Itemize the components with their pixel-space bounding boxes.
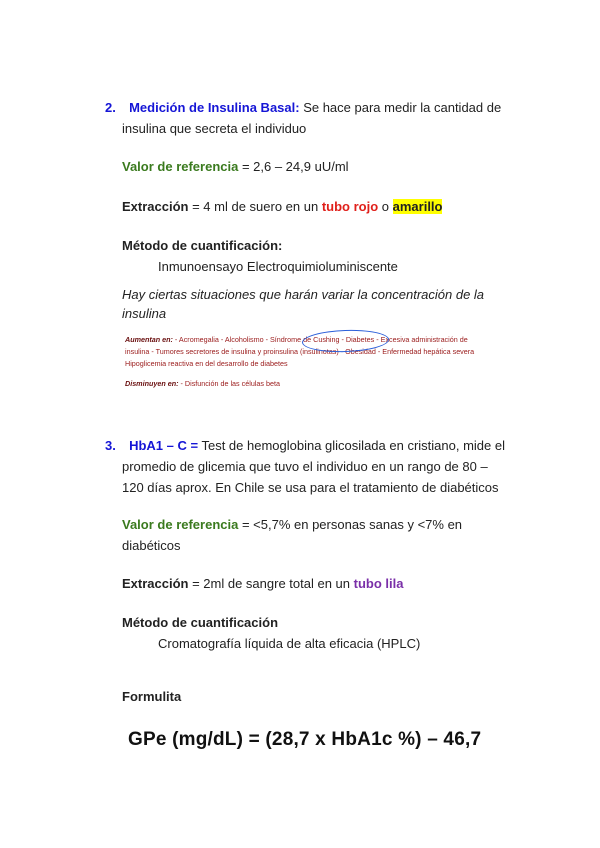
section-2-heading xyxy=(105,97,501,118)
section-3-extr-label: Extracción xyxy=(122,576,189,591)
aumentan-line1-text: - Acromegalia - Alcoholismo - Síndrome de Cushing - Diabetes - Excesiva administración de xyxy=(172,335,468,344)
aumentan-line1 xyxy=(125,334,468,346)
aumentan-line3: Hipoglicemia reactiva en del desarrollo de diabetes xyxy=(125,359,288,368)
section-3-method-label: Método de cuantificación xyxy=(122,615,279,630)
section-3-extr-text: = 2ml de sangre total en un xyxy=(188,576,354,591)
section-2-extr-or: o xyxy=(378,199,393,214)
disminuyen-text: - Disfunción de las células beta xyxy=(178,379,281,388)
section-2-desc-line2: insulina que secreta el individuo xyxy=(122,121,307,136)
section-3-desc-line2: promedio de glicemia que tuvo el individuo en un rango de 80 – xyxy=(122,459,488,474)
section-2-title: Medición de Insulina Basal: xyxy=(129,100,300,115)
section-2-desc-line1: Se hace para medir la cantidad de xyxy=(299,100,502,115)
section-2-ref-label: Valor de referencia xyxy=(122,159,239,174)
section-2-tube-yellow: amarillo xyxy=(392,199,443,214)
section-3-title: HbA1 – C = xyxy=(129,438,199,453)
aumentan-line2: insulina - Tumores secretores de insulina y proinsulina (insulinotas) - Obesidad - Enfermedad hepática severa xyxy=(125,347,475,356)
section-3-ref-value-line2: diabéticos xyxy=(122,538,181,553)
section-3-desc-line1: Test de hemoglobina glicosilada en cristiano, mide el xyxy=(198,438,505,453)
section-3-tube-lila: tubo lila xyxy=(353,576,404,591)
formula-label: Formulita xyxy=(122,689,182,704)
disminuyen-line xyxy=(125,378,280,390)
section-2-extraction xyxy=(122,196,442,217)
section-2-note-line1: Hay ciertas situaciones que harán variar la concentración de la xyxy=(122,287,485,302)
insulin-variations-excerpt xyxy=(125,334,565,394)
section-2-tube-red: tubo rojo xyxy=(321,199,379,214)
section-2-ref-value: = 2,6 – 24,9 uU/ml xyxy=(238,159,349,174)
aumentan-label: Aumentan en: xyxy=(125,335,173,344)
disminuyen-label: Disminuyen en: xyxy=(125,379,179,388)
section-3-heading xyxy=(105,435,505,456)
section-2-extr-label: Extracción xyxy=(122,199,189,214)
section-2-reference xyxy=(122,156,349,177)
section-3-ref-value-line1: = <5,7% en personas sanas y <7% en xyxy=(238,517,463,532)
section-3-ref-label: Valor de referencia xyxy=(122,517,239,532)
section-3-number: 3. xyxy=(105,438,116,453)
section-3-reference xyxy=(122,514,462,535)
section-2-method-value: Inmunoensayo Electroquimioluminiscente xyxy=(158,259,398,274)
section-2-extr-text: = 4 ml de suero en un xyxy=(188,199,322,214)
section-3-method-value: Cromatografía líquida de alta eficacia (HPLC) xyxy=(158,636,421,651)
section-2-number: 2. xyxy=(105,100,116,115)
section-3-extraction xyxy=(122,573,403,594)
section-2-note-line2: insulina xyxy=(122,306,167,321)
section-3-desc-line3: 120 días aprox. En Chile se usa para el tratamiento de diabéticos xyxy=(122,480,499,495)
gpe-formula: GPe (mg/dL) = (28,7 x HbA1c %) – 46,7 xyxy=(128,729,482,750)
section-2-method-label: Método de cuantificación: xyxy=(122,238,283,253)
